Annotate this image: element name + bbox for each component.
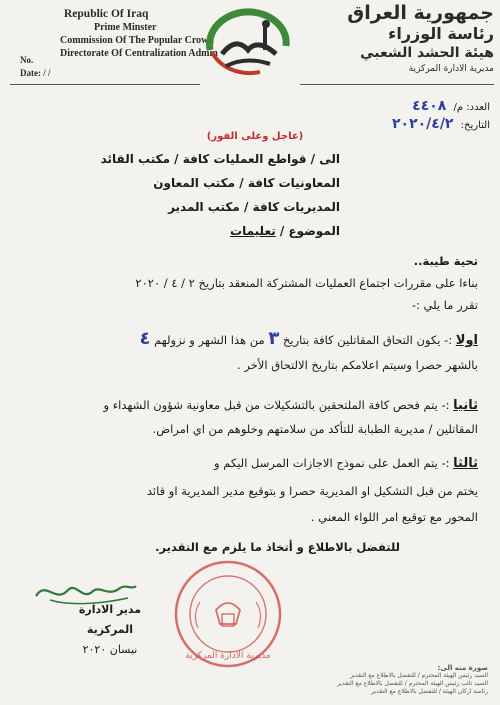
ar-header-line3: هيئة الحشد الشعبي bbox=[360, 45, 494, 61]
stamp-text: مديرية الادارة المركزية bbox=[185, 651, 271, 661]
item-1-line-2: بالشهر حصرا وسيتم اعلامكم بتاريخ الالتحاق الأخر . bbox=[237, 358, 478, 372]
en-header-line3: Commission Of The Popular Crowd bbox=[60, 35, 214, 46]
subject-label: الموضوع / bbox=[279, 224, 340, 238]
cc-line-3: رئاسة اركان الهيئة / للتفضل بالاطلاع مع التقدير bbox=[371, 688, 488, 695]
reference-date-label: التاريخ: bbox=[460, 120, 490, 131]
number-label: No. bbox=[20, 55, 34, 65]
en-header-line4: Directorate Of Centralization Admin bbox=[60, 48, 218, 59]
item-3-label: ثالثا bbox=[453, 456, 478, 471]
urgent-note: (عاجل وعلى الفور) bbox=[206, 131, 304, 142]
official-stamp bbox=[170, 558, 286, 670]
closing-line: للتفضل بالاطلاع و أتخاذ ما يلزم مع التقدير. bbox=[155, 540, 400, 554]
en-header-line1: Republic Of Iraq bbox=[64, 8, 149, 20]
reference-number-label: العدد: م/ bbox=[453, 102, 490, 113]
greeting: تحية طيبة.. bbox=[413, 254, 478, 268]
item-1-line-1 bbox=[28, 330, 478, 350]
intro-line-1: بناءا على مقررات اجتماع العمليات المشتركة المنعقد بتاريخ ٢ / ٤ / ٢٠٢٠ bbox=[135, 276, 478, 290]
intro-line-2: تقرر ما يلي :- bbox=[411, 298, 478, 312]
reference-date-row bbox=[388, 116, 490, 134]
english-meta bbox=[20, 54, 51, 80]
date-label: Date: / / bbox=[20, 68, 51, 78]
item-2-line-2: المقاتلين / مديرية الطبابة للتأكد من سلامتهم وخلوهم من اي امراض. bbox=[152, 422, 478, 436]
item-3-line-2: يختم من قبل التشكيل او المديرية حصرا و بتوقيع مدير المديرية او قائد bbox=[146, 484, 478, 498]
signatory-block bbox=[60, 600, 160, 660]
cc-line-2: السيد نائب رئيس الهيئة المحترم / للتفضل بالاطلاع مع التقدير bbox=[337, 680, 488, 687]
addressee-3: المديريات كافة / مكتب المدير bbox=[168, 200, 340, 214]
item-1-text-a: :- يكون التحاق المقاتلين كافة بتاريخ bbox=[282, 333, 453, 347]
addressee-1: الى / قواطع العمليات كافة / مكتب القائد bbox=[100, 152, 340, 166]
en-header-line2: Prime Minster bbox=[94, 22, 157, 33]
subject-value: تعليمات bbox=[230, 224, 276, 238]
signatory-month: نيسان ٢٠٢٠ bbox=[82, 643, 138, 656]
ar-header-line1: جمهورية العراق bbox=[347, 2, 494, 24]
arabic-letterhead bbox=[344, 2, 494, 76]
item-2-line-1 bbox=[28, 396, 478, 415]
item-3-line-1 bbox=[28, 454, 478, 473]
header-rule-right bbox=[300, 84, 494, 85]
reference-number-row bbox=[388, 98, 490, 116]
item-3-line-3: المحور مع توقيع امر اللواء المعني . bbox=[310, 510, 478, 524]
cc-line-1: السيد رئيس الهيئة المحترم / للتفضل بالاطلاع مع التقدير bbox=[349, 672, 488, 679]
ar-header-line4: مديرية الادارة المركزية bbox=[408, 64, 494, 74]
reference-number-value: ٤٤٠٨ bbox=[412, 98, 447, 114]
item-3-text: :- يتم العمل على نموذج الاجازات المرسل اليكم و bbox=[214, 456, 450, 470]
item-1-handwritten-day-2: ٤ bbox=[139, 328, 151, 349]
addressee-2: المعاونيات كافة / مكتب المعاون bbox=[153, 176, 340, 190]
ar-header-line2: رئاسة الوزراء bbox=[388, 24, 494, 43]
item-1-label: اولا bbox=[455, 333, 478, 348]
reference-block bbox=[388, 98, 490, 134]
signatory-title: مدير الادارة المركزية bbox=[78, 603, 142, 636]
item-2-text: :- يتم فحص كافة الملتحقين بالتشكيلات من قبل معاونية شؤون الشهداء و bbox=[103, 398, 450, 412]
item-2-label: ثانيا bbox=[453, 398, 478, 413]
cc-list bbox=[278, 664, 488, 696]
subject-line bbox=[40, 224, 340, 238]
cc-title: صورة منه الى: bbox=[437, 664, 488, 672]
item-1-text-b: من هذا الشهر و نزولهم bbox=[154, 333, 265, 347]
header-rule-left bbox=[10, 84, 200, 85]
popular-mobilization-logo bbox=[200, 6, 296, 82]
reference-date-value: ٢٠٢٠/٤/٢ bbox=[391, 116, 454, 132]
item-1-handwritten-day: ٣ bbox=[268, 328, 280, 349]
